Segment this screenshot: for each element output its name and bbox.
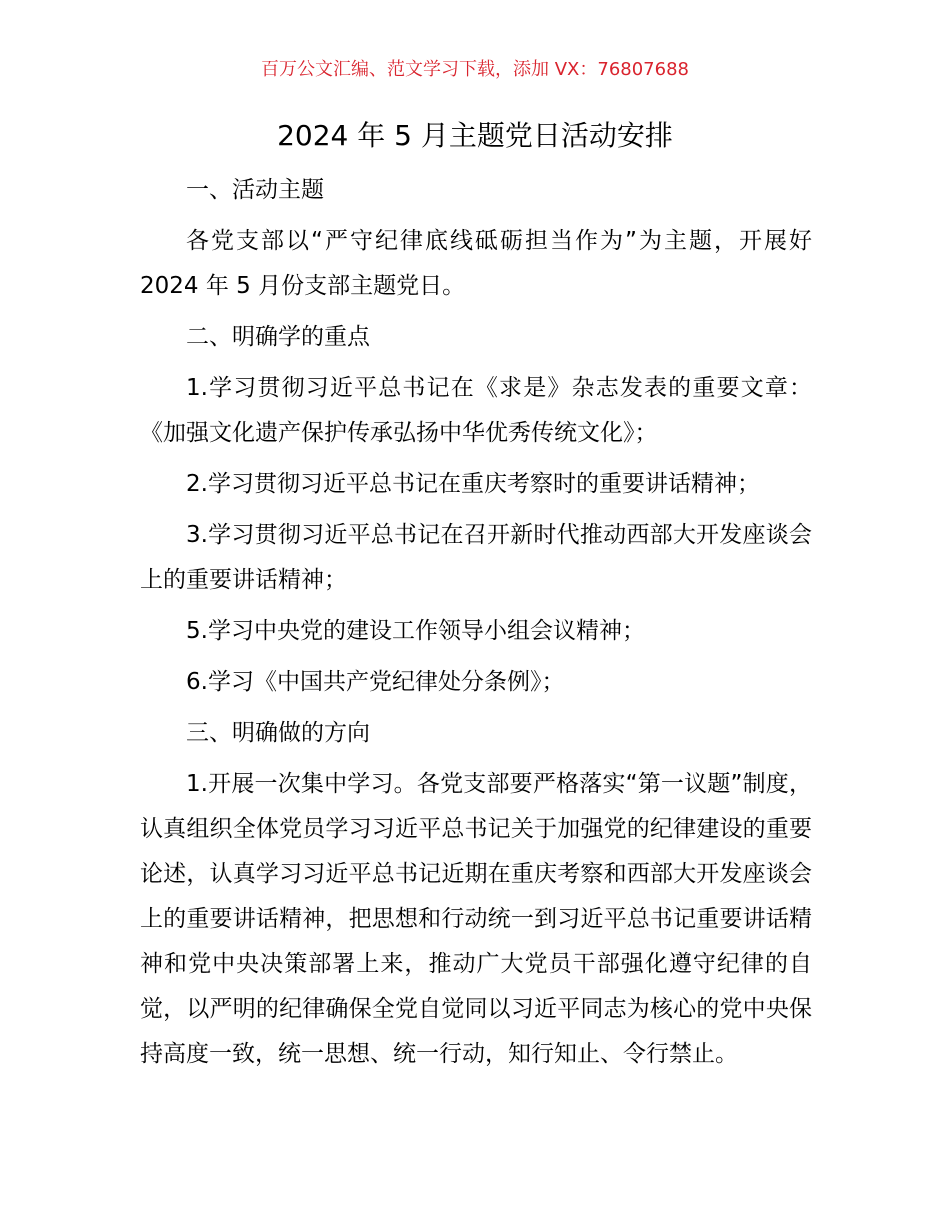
section-heading-theme: 一、活动主题 — [186, 177, 324, 203]
watermark-text: 百万公文汇编、范文学习下载，添加 VX：76807688 — [261, 59, 689, 80]
direction-item-1: 1.开展一次集中学习。各党支部要严格落实“第一议题”制度，认真组织全体党员学习习近平总书记关于加强党的纪律建设的重要论述，认真学习习近平总书记近期在重庆考察和西部大开发座谈会上的重要讲话精神，把思想和行动统一到习近平总书记重要讲话精神和党中央决策部署上来，推动广大党员干部强化遵守纪律的自觉，以严明的纪律确保全党自觉同以习近平同志为核心的党中央保持高度一致，统一思想、统一行动，知行知止、令行禁止。 — [140, 771, 812, 1067]
study-item-1: 1.学习贯彻习近平总书记在《求是》杂志发表的重要文章：《加强文化遗产保护传承弘扬中华优秀传统文化》； — [140, 375, 812, 446]
section-heading-direction: 三、明确做的方向 — [186, 720, 370, 746]
paragraph-theme: 各党支部以“严守纪律底线砥砺担当作为”为主题，开展好 2024 年 5 月份支部主题党日。 — [140, 228, 812, 299]
study-item-6: 6.学习《中国共产党纪律处分条例》； — [186, 669, 565, 695]
study-item-5: 5.学习中央党的建设工作领导小组会议精神； — [186, 618, 645, 644]
section-heading-study-focus: 二、明确学的重点 — [186, 324, 370, 350]
document-title: 2024 年 5 月主题党日活动安排 — [277, 119, 673, 152]
study-item-2: 2.学习贯彻习近平总书记在重庆考察时的重要讲话精神； — [186, 471, 760, 497]
document-body — [140, 168, 812, 1083]
study-item-3: 3.学习贯彻习近平总书记在召开新时代推动西部大开发座谈会上的重要讲话精神； — [140, 522, 812, 593]
